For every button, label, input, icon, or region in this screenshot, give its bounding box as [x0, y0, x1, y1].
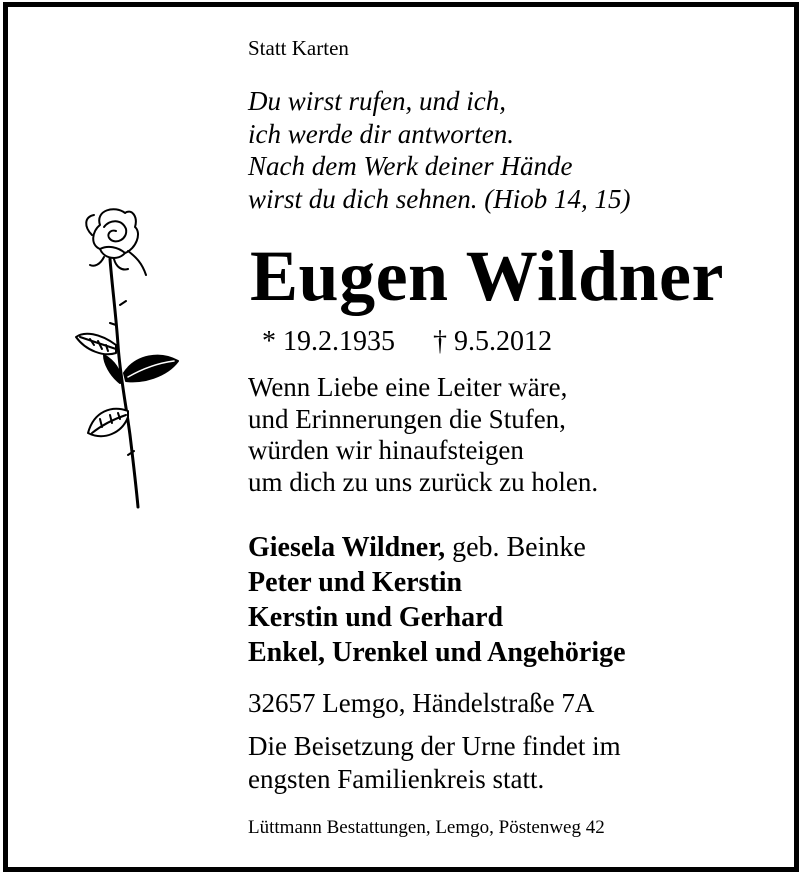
quote-line: wirst du dich sehnen. (Hiob 14, 15)	[248, 183, 631, 214]
deceased-name: Eugen Wildner	[250, 236, 724, 316]
bible-quote	[248, 85, 630, 215]
poem-line: würden wir hinaufsteigen	[248, 435, 524, 465]
widow-maiden-name: geb. Beinke	[445, 532, 586, 563]
undertaker-info: Lüttmann Bestattungen, Lemgo, Pöstenweg 42	[248, 817, 605, 838]
poem-line: und Erinnerungen die Stufen,	[248, 403, 566, 434]
poem-line: Wenn Liebe eine Leiter wäre,	[248, 372, 568, 402]
widow-name: Giesela Wildner,	[248, 532, 446, 563]
burial-line: engsten Familienkreis statt.	[248, 763, 545, 794]
family-address: 32657 Lemgo, Händelstraße 7A	[248, 688, 595, 718]
statt-karten-text: Statt Karten	[248, 36, 349, 60]
death-date: † 9.5.2012	[433, 326, 552, 357]
rose-icon	[70, 205, 190, 515]
poem-line: um dich zu uns zurück zu holen.	[248, 466, 599, 497]
mourner-line: Kerstin und Gerhard	[248, 602, 504, 633]
memorial-poem	[248, 372, 598, 498]
mourners-list	[248, 530, 626, 670]
mourner-line: Peter und Kerstin	[248, 567, 463, 598]
burial-line: Die Beisetzung der Urne findet im	[248, 731, 621, 761]
quote-line: Du wirst rufen, und ich,	[248, 86, 507, 116]
burial-notice	[248, 730, 621, 795]
mourner-line: Enkel, Urenkel und Angehörige	[248, 637, 626, 668]
life-dates	[262, 328, 552, 356]
quote-line: ich werde dir antworten.	[248, 118, 514, 149]
mourner-widow	[248, 530, 626, 565]
quote-line: Nach dem Werk deiner Hände	[248, 151, 573, 181]
birth-date: * 19.2.1935	[262, 326, 395, 357]
